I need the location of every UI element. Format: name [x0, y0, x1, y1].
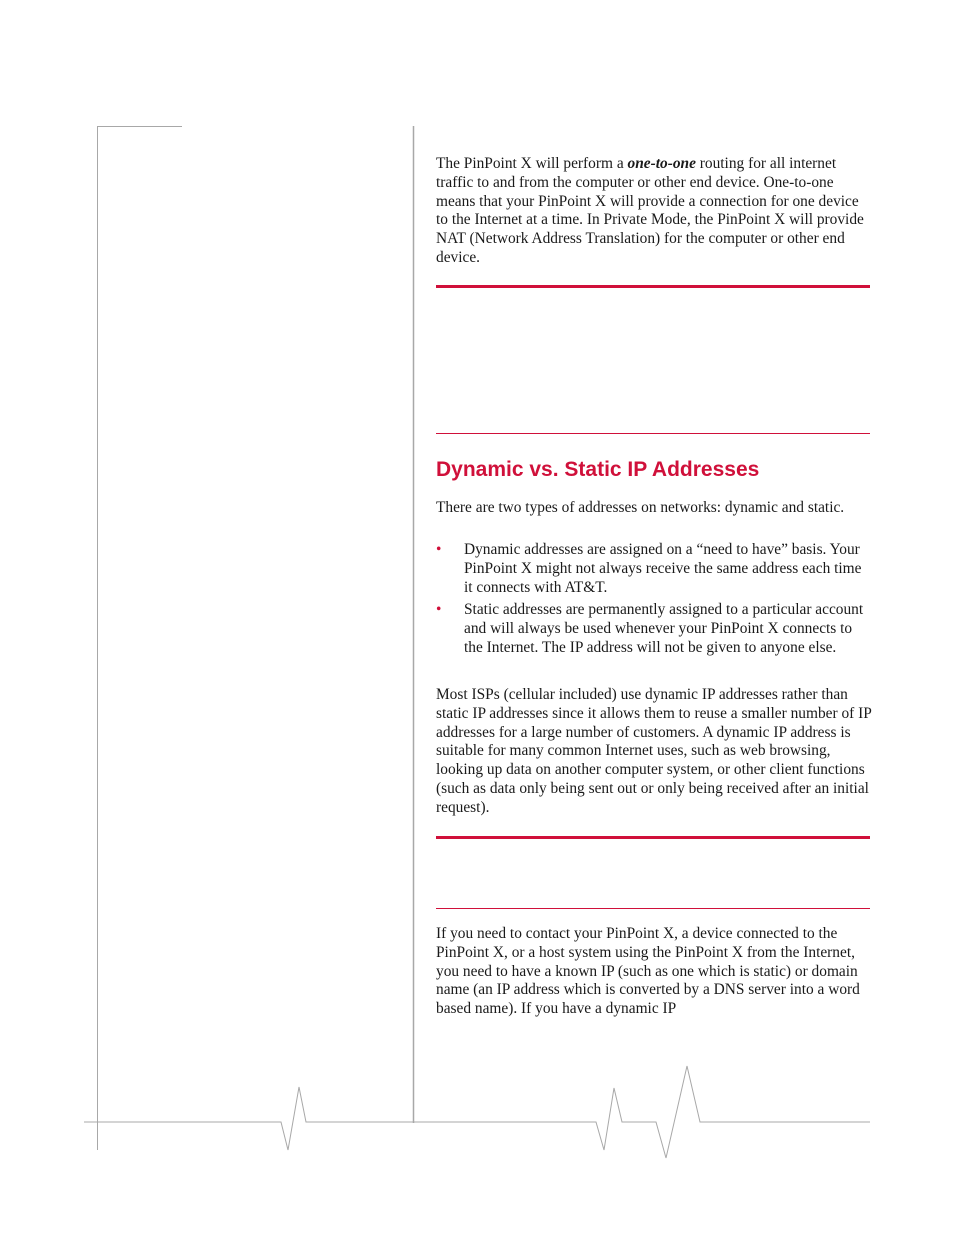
intro-paragraph [436, 155, 872, 268]
bullet-icon: • [436, 541, 442, 558]
section-rule-thin-2 [436, 908, 870, 909]
intro-emphasis: one-to-one [627, 155, 696, 172]
bullet-text: Static addresses are permanently assigned to a particular account and will always be used whenever your PinPoint X connects to the Internet. The IP address will not be given to anyone else. [464, 601, 864, 656]
intro-text-after: routing for all internet traffic to and from the computer or other end device. One-to-one means that your PinPoint X will provide a connection for one device to the Internet at a time. In Private Mode, the PinPoint X will provide NAT (Network Address Translation) for the computer or other end device. [436, 155, 864, 266]
bullet-list-wrapper [436, 541, 872, 662]
heartbeat-line-icon [84, 1066, 870, 1158]
bullet-list [436, 541, 872, 658]
section-heading: Dynamic vs. Static IP Addresses [436, 458, 760, 481]
list-item [436, 601, 872, 657]
lead-paragraph: There are two types of addresses on networks: dynamic and static. [436, 499, 845, 516]
section-rule-thin-1 [436, 433, 870, 434]
body-paragraph: Most ISPs (cellular included) use dynamic IP addresses rather than static IP addresses since it allows them to reuse a smaller number of IP addresses for a large number of customers. A dynamic IP address is suitable for many common Internet uses, such as web browsing, looking up data on another computer system, or other client functions (such as data only being sent out or only being received after an initial request). [436, 686, 872, 816]
list-item [436, 541, 872, 597]
section-rule-thick-2 [436, 836, 870, 839]
intro-text-before: The PinPoint X will perform a [436, 155, 628, 172]
bullet-icon: • [436, 601, 442, 619]
closing-paragraph: If you need to contact your PinPoint X, a device connected to the PinPoint X, or a host system using the PinPoint X from the Internet, you need to have a known IP (such as one which is static) or domain name (an IP address which is converted by a DNS server into a word based name). If you have a dynamic IP [436, 925, 860, 1018]
bullet-text: Dynamic addresses are assigned on a “need to have” basis. Your PinPoint X might not always receive the same address each time it connects with AT&T. [464, 541, 862, 596]
section-rule-thick-1 [436, 285, 870, 288]
